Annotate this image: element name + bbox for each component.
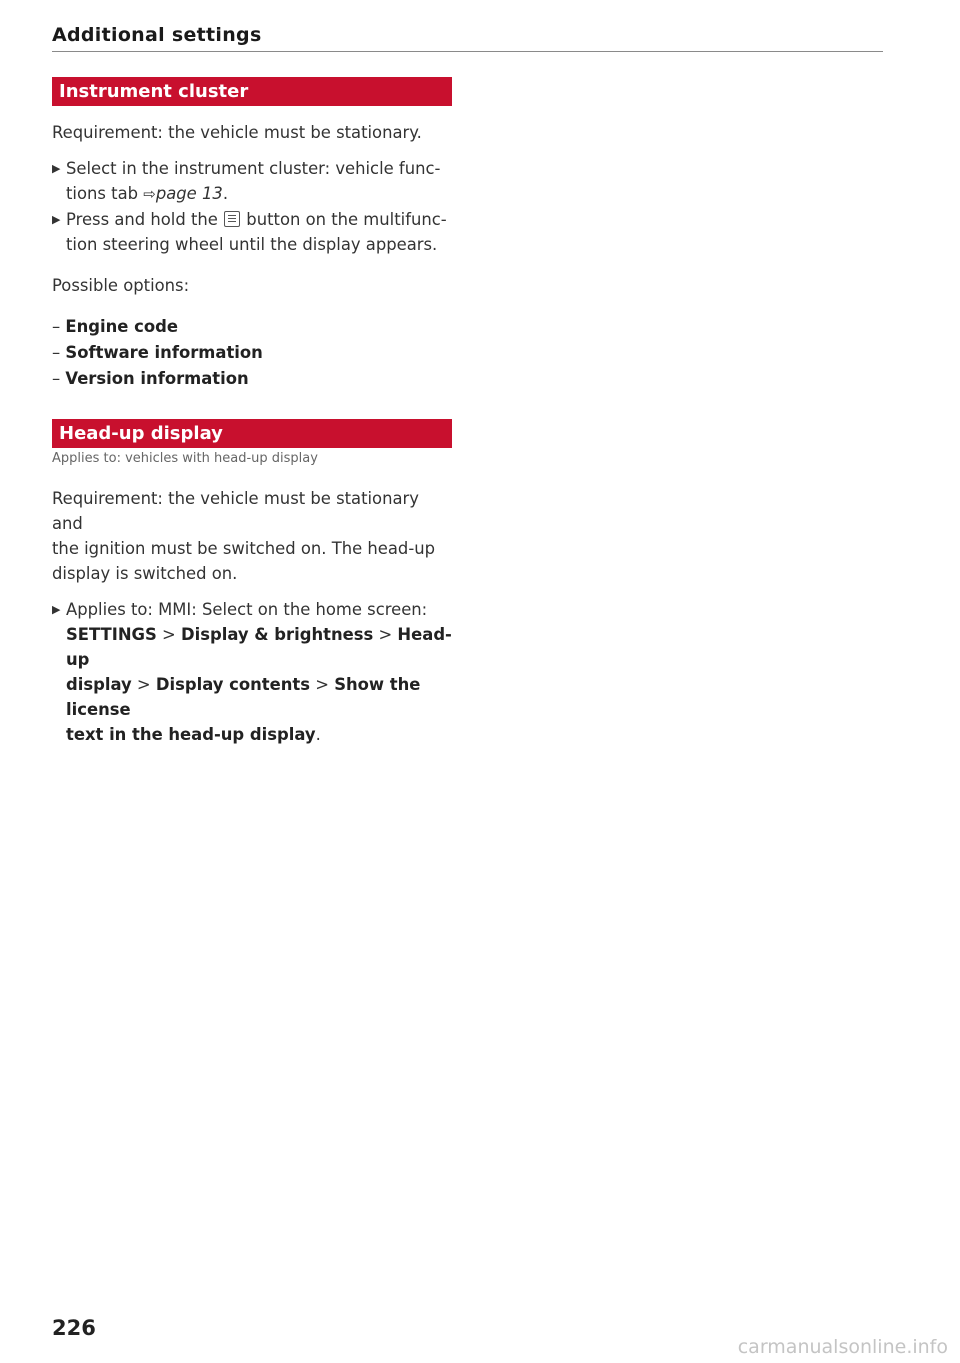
step-line: Select in the instrument cluster: vehicle func- — [66, 159, 441, 178]
requirement-text: Requirement: the vehicle must be stationary. — [52, 123, 422, 142]
step-mmi-path: ▶ Applies to: MMI: Select on the home screen: SETTINGS > Display & brightness > Head-up display > Display contents > Show the license text in the head-up display. — [52, 597, 452, 747]
requirement-text: Requirement: the vehicle must be stationary and the ignition must be switched on. The head-up display is switched on. — [52, 489, 436, 583]
menu-path-license-text: text in the head-up display — [66, 725, 316, 744]
step-arrow-icon: ▶ — [52, 162, 61, 175]
page-header-title: Additional settings — [52, 24, 262, 46]
section-heading-instrument-cluster: Instrument cluster — [52, 77, 452, 106]
cross-reference-arrow-icon: ⇨ — [143, 185, 156, 203]
header-divider — [52, 51, 883, 52]
section-head-up-display — [52, 419, 452, 747]
step-line: Press and hold the — [66, 210, 224, 229]
step-line-end: . — [222, 184, 229, 203]
applies-to-note: Applies to: vehicles with head-up display — [52, 451, 318, 466]
menu-path-head-up-display: display — [66, 675, 132, 694]
section-instrument-cluster — [52, 77, 452, 391]
step-line: button on the multifunc- — [241, 210, 447, 229]
page-reference-link[interactable]: page 13 — [155, 184, 223, 203]
menu-path-head-up: Head-up — [66, 625, 452, 669]
step-arrow-icon: ▶ — [52, 213, 61, 226]
step-press-and-hold — [52, 207, 452, 257]
options-intro: Possible options: — [52, 276, 190, 295]
list-item: – Software information — [52, 343, 263, 362]
menu-path-display-contents: Display contents — [155, 675, 311, 694]
step-arrow-icon: ▶ — [52, 603, 61, 616]
list-item: – Version information — [52, 369, 249, 388]
menu-path-settings: SETTINGS — [66, 625, 157, 644]
section-heading-head-up-display: Head-up display — [52, 419, 452, 448]
menu-path-display-brightness: Display & brightness — [181, 625, 374, 644]
watermark: carmanualsonline.info — [737, 1336, 948, 1358]
options-list — [52, 314, 452, 391]
list-menu-button-icon — [224, 211, 240, 227]
step-select-vehicle-functions — [52, 156, 452, 207]
step-line: tion steering wheel until the display appears. — [66, 235, 438, 254]
page-number: 226 — [52, 1316, 96, 1340]
list-item: – Engine code — [52, 317, 178, 336]
step-line: tions tab — [66, 184, 144, 203]
menu-path-show-license: Show the license — [66, 675, 421, 719]
